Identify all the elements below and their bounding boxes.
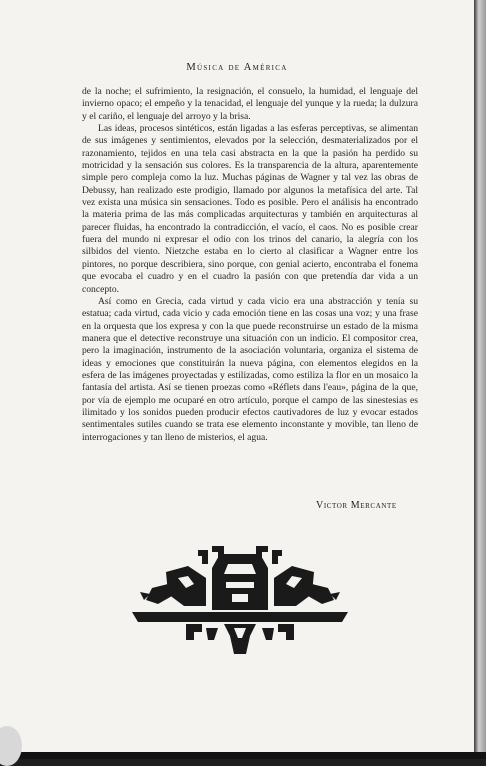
paragraph-1: de la noche; el sufrimiento, la resignación, el consuelo, la humidad, el lenguaje del invierno opaco; el empeño y la tenacidad, el lenguaje del yunque y la rueda; la dulzura y el cariño, el lenguaje del arroyo y la brisa.: [82, 86, 418, 122]
page-edge-bottom: [0, 752, 486, 759]
paragraph-2: Las ideas, procesos sintéticos, están ligadas a las esferas perceptivas, se alimentan de sus imágenes y sentimientos, elevados por la selección, desmaterializados por el razonamiento, tejidos en una tela casi abstracta en la que la pasión ha perdido su motricidad y la sensación sus colores. Es la transparencia de la altura, aparentemente simple pero compleja como la luz. Muchas páginas de Wagner y tal vez las obras de Debussy, han realizado este prodigio, llamado por algunos la metafísica del arte. Tal vez exista una música sin sensaciones. Todo es posible. Pero el análisis ha encontrado la materia prima de las más complicadas arquitecturas y también en arquitecturas al parecer fluidas, ha encontrado la contradicción, el vacío, el caos. No es posible crear fuera del mundo ni expresar el odio con los trinos del canario, la alegría con los silbidos del viento. Nietzche estaba en lo cierto al clasificar a Wagner entre los pintores, no porque describiera, sino porque, con genial acierto, encontraba el fonema que evocaba el cuadro y en el cuadro la pasión con que pretendía dar vida a un concepto.: [82, 123, 418, 295]
author-signature: Victor Mercante: [316, 500, 397, 511]
pre-columbian-bird-ornament-icon: [128, 544, 352, 656]
running-header: Música de América: [186, 62, 288, 73]
paragraph-3: Así como en Grecia, cada virtud y cada vicio era una abstracción y tenía su estatua; cada virtud, cada vicio y cada emoción tiene en las cosas una voz; y una frase en la orquesta que los expresa y con la que puede reconstruirse un estado de la misma manera que el detective reconstruye una situación con un indicio. El compositor crea, pero la imaginación, instrumento de la asociación voluntaria, organiza el sistema de ideas y emociones que constituirán la nueva página, con elementos elegidos en la esfera de las imágenes proyectadas y estilizadas, como estiliza la flor en un mosaico la fantasía del artista. Así se tienen proezas como «Réflets dans l'eau», página de la que, por vía de ejemplo me ocuparé en otro artículo, porque el campo de las sinestesias es ilimitado y los sonidos pueden producir efectos cautivadores de luz y evocar estados sentimentales sutiles cuando se trata ese elemento inconstante y movible, tan lleno de interrogaciones y tan lleno de misterios, el agua.: [82, 295, 418, 443]
article-body: [82, 86, 418, 444]
page-edge-right: [474, 0, 486, 759]
